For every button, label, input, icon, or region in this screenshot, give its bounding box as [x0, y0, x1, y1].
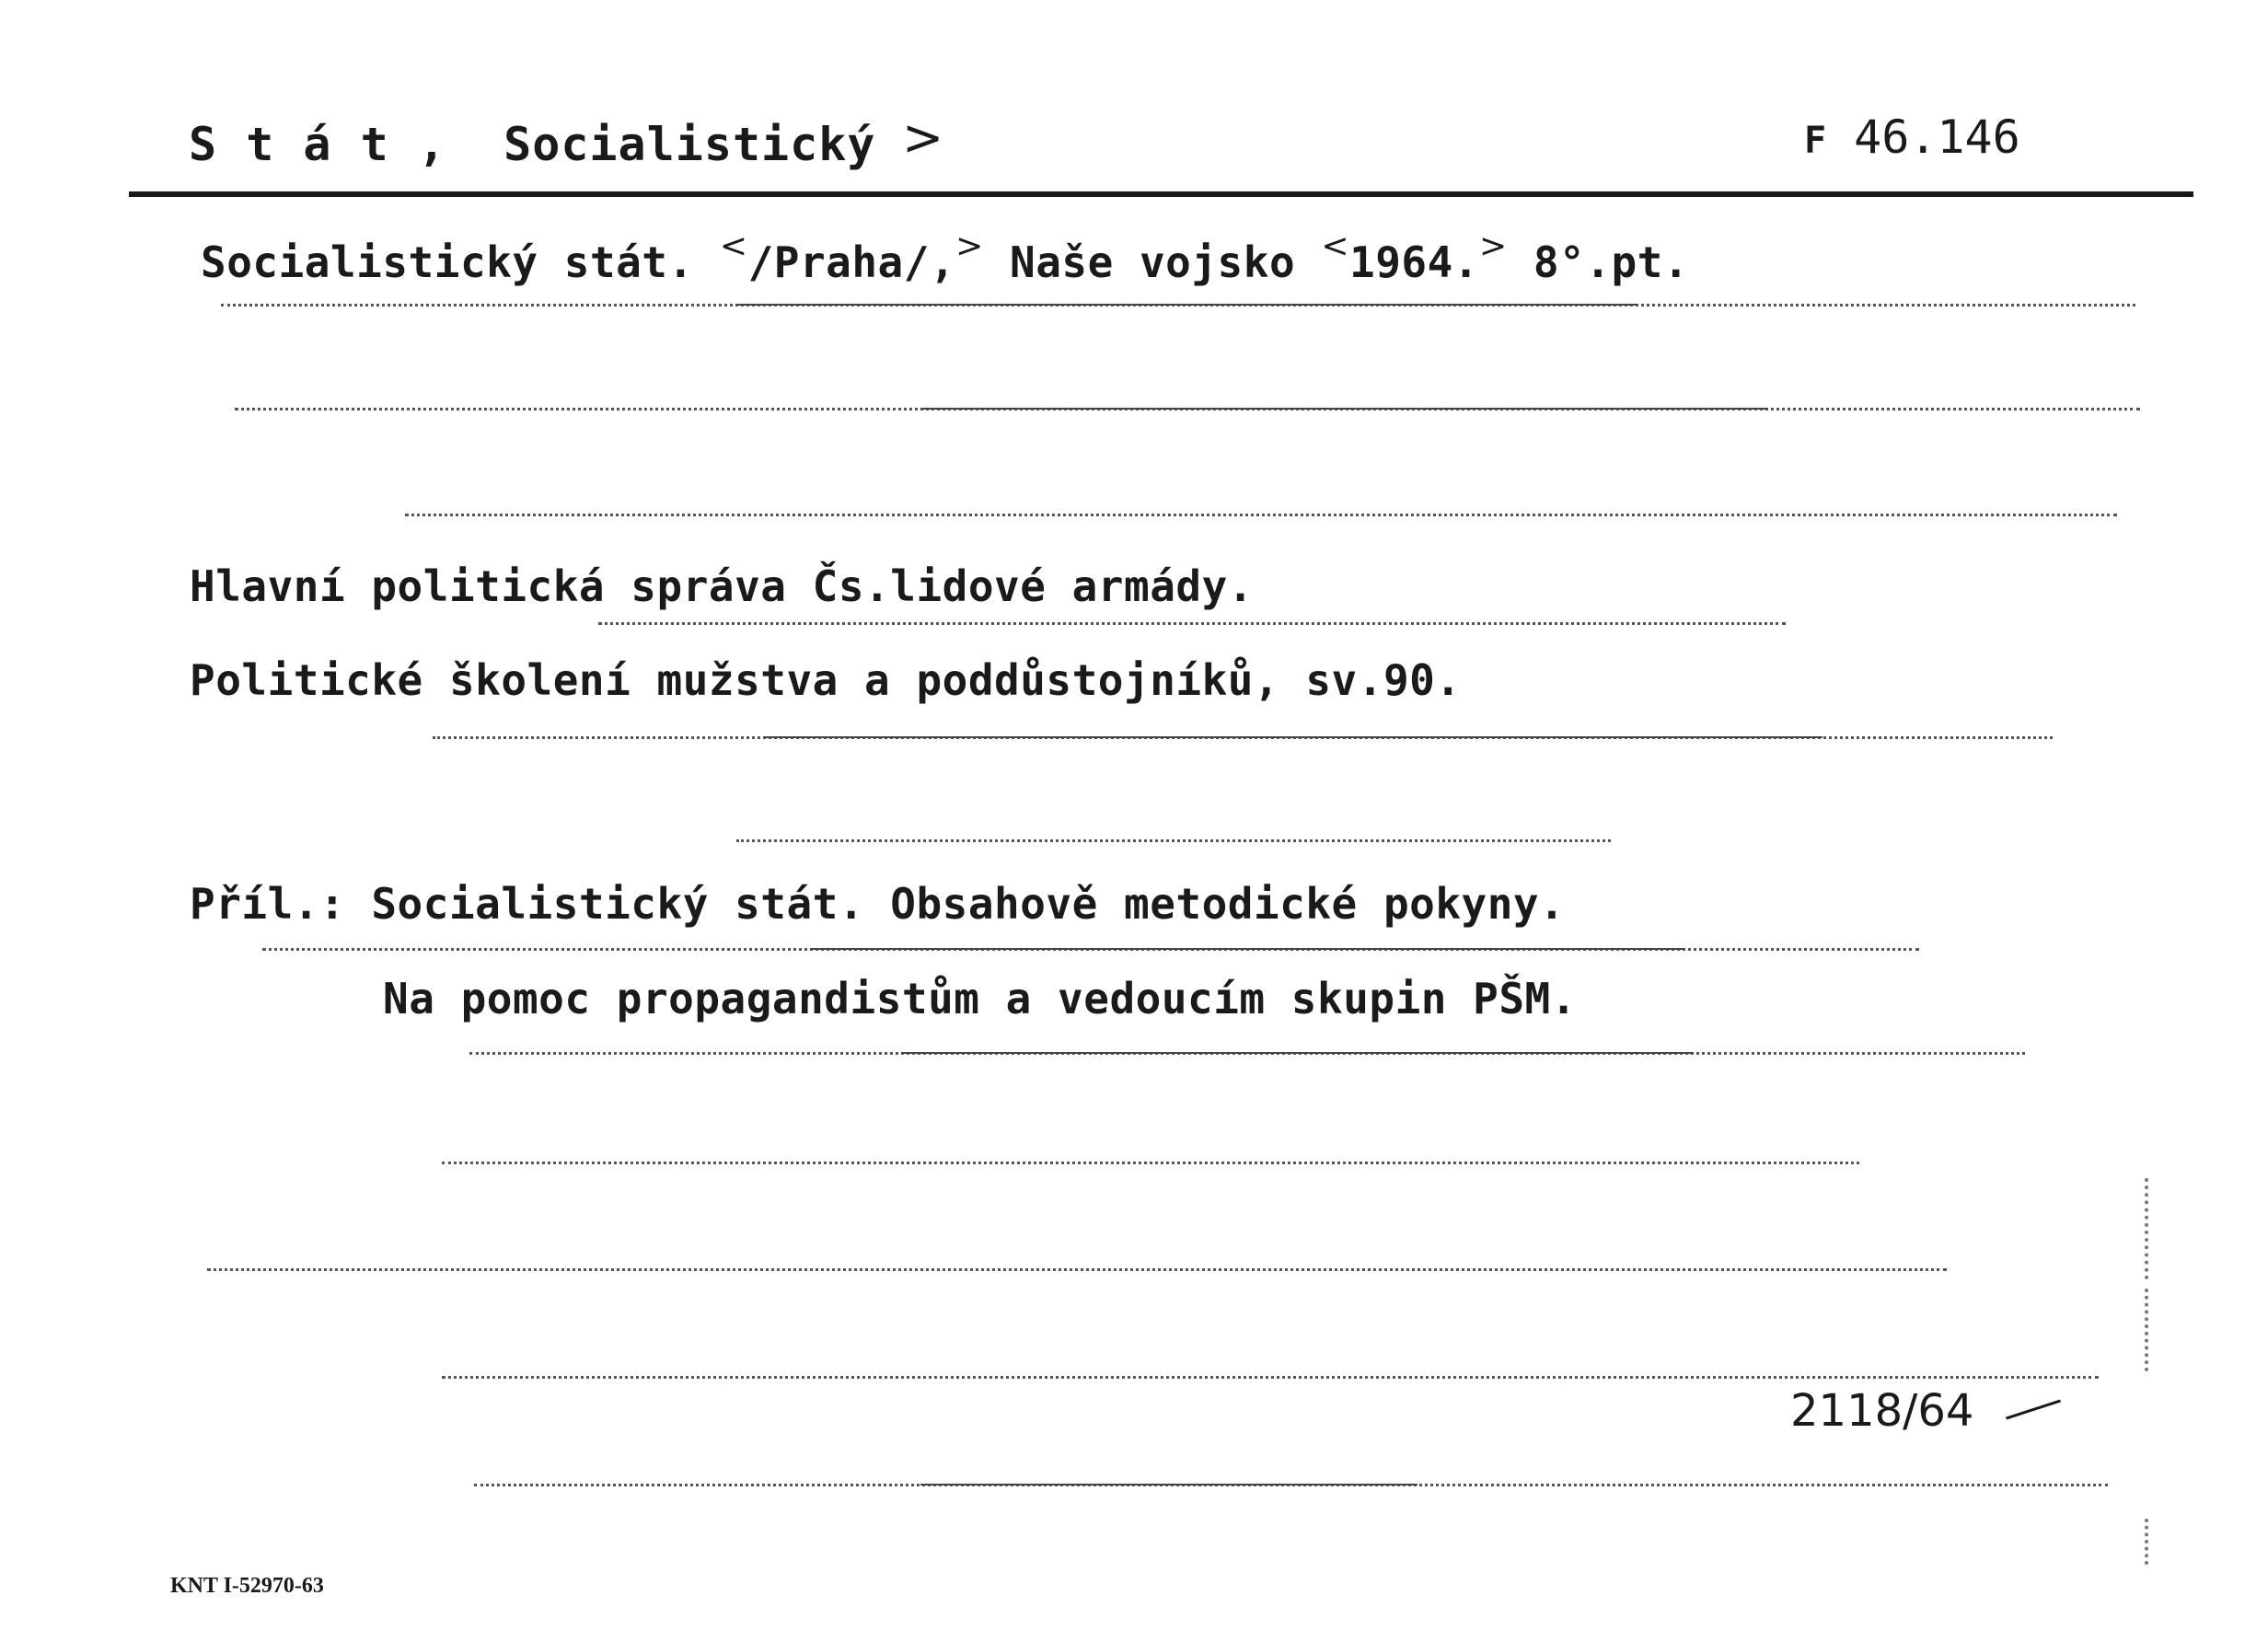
ruled-line — [442, 1376, 2099, 1379]
ruled-line — [207, 1268, 1947, 1271]
call-number-value: 46.146 — [1854, 110, 2020, 164]
accession-pen-stroke — [2006, 1399, 2061, 1419]
header-rule — [129, 191, 2193, 197]
accession-number: 2118/64 — [1790, 1385, 1974, 1437]
underline-segment — [902, 1052, 1694, 1054]
underline-segment — [810, 948, 1684, 950]
author-line: Hlavní politická správa Čs.lidové armády. — [190, 561, 1254, 611]
bibliographic-line — [201, 227, 1690, 287]
series-line: Politické školení mužstva a poddůstojníků, sv.90. — [190, 655, 1462, 705]
underline-segment — [920, 1484, 1418, 1485]
attachment-line — [190, 879, 1565, 929]
edge-mark — [2145, 1519, 2148, 1565]
call-prefix: F — [1804, 120, 1827, 162]
printer-mark: KNT I-52970-63 — [170, 1574, 324, 1598]
ruled-line — [442, 1162, 1859, 1164]
underline-segment — [764, 736, 1822, 738]
format-text: 8°.pt. — [1507, 237, 1690, 287]
publisher-text: Naše vojsko — [983, 237, 1322, 287]
underline-segment — [736, 304, 1638, 306]
call-number — [1804, 110, 2020, 164]
underline-segment — [920, 408, 1767, 410]
ruled-line — [736, 839, 1611, 842]
ruled-line — [405, 514, 2117, 516]
attachment-continuation: Na pomoc propagandistům a vedoucím skupin PŠM. — [383, 974, 1577, 1023]
attachment-label: Příl.: — [190, 879, 346, 929]
place-open-bracket: < — [719, 227, 748, 265]
subject-heading: S t á t , Socialistický — [189, 118, 876, 171]
place-close-bracket: > — [955, 227, 984, 265]
edge-mark — [2145, 1289, 2148, 1371]
heading-row — [189, 109, 2020, 191]
attachment-text: Socialistický stát. Obsahově metodické pokyny. — [345, 879, 1566, 929]
ruled-line — [598, 622, 1786, 625]
year-text: 1964. — [1349, 237, 1479, 287]
date-open-bracket: < — [1321, 227, 1350, 265]
edge-mark — [2145, 1178, 2148, 1279]
date-close-bracket: > — [1479, 227, 1508, 265]
place-text: /Praha/, — [747, 237, 956, 287]
title-text: Socialistický stát. — [201, 237, 694, 287]
subject-bracket-mark: > — [902, 109, 944, 167]
